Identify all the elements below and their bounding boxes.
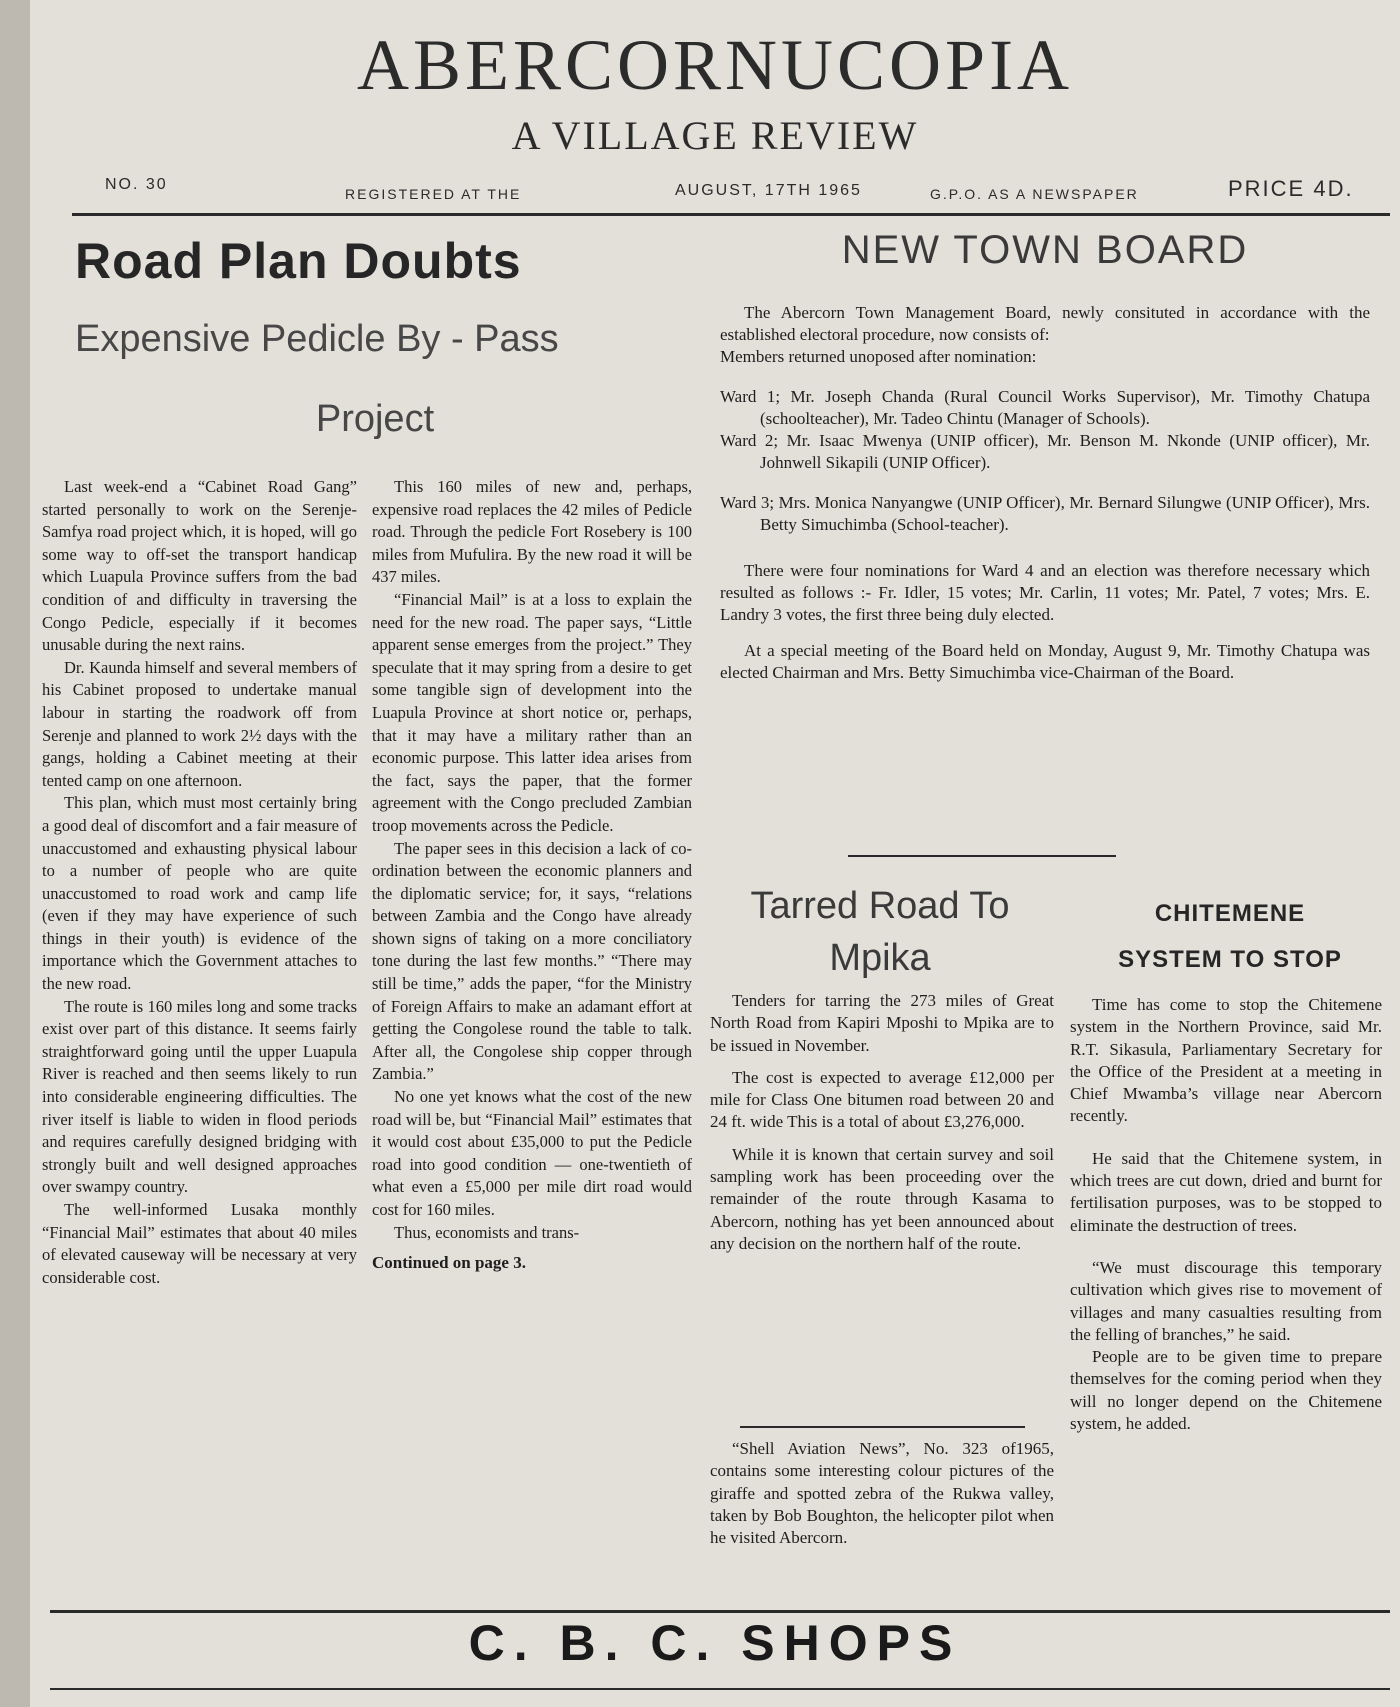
issue-date: AUGUST, 17TH 1965 — [675, 182, 862, 199]
footer-rule-top — [50, 1610, 1390, 1613]
board-meeting: At a special meeting of the Board held on Monday, August 9, Mr. Timothy Chatupa was elected Chairman and Mrs. Betty Simuchimba vice-Chairman of the Board. — [720, 641, 1370, 682]
lead-paragraph: The route is 160 miles long and some tracks exist over part of this distance. It seems fairly straightforward going until the upper Luapula River is reached and then seems likely to run into considerable engineering difficulties. The river itself is liable to widen in flood periods and requires carefully designed bridging with strongly built and well designed approaches over swampy country. — [42, 996, 357, 1197]
section-divider — [848, 855, 1116, 857]
lead-column-1 — [42, 476, 357, 1289]
shop-advertisement: C. B. C. SHOPS — [468, 1615, 962, 1671]
lead-paragraph: This plan, which must most certainly bring a good deal of discomfort and a fair measure of unaccustomed and exhausting physical labour to a number of people who are quite unaccustomed to road work and camp life (even if they may have experience of such things in their youth) is evidence of the importance which the Government attaches to the new road. — [42, 793, 357, 994]
town-board-title: NEW TOWN BOARD — [841, 228, 1249, 272]
shell-aviation-paragraph: “Shell Aviation News”, No. 323 of1965, contains some interesting colour pictures of the giraffe and spotted zebra of the Rukwa valley, taken by Bob Boughton, the helicopter pilot when he visited Abercorn. — [710, 1439, 1054, 1548]
tarred-road-title-line1: Tarred Road To — [750, 885, 1010, 927]
lead-paragraph: Last week-end a “Cabinet Road Gang” started personally to work on the Serenje-Samfya road project which, it is hoped, will go some way to off-set the transport handicap which Luapula Province suffers from the bad condition of and difficulty in traversing the Congo Pedicle, especially if it becomes unusable during the next rains. — [42, 477, 357, 655]
chitemene-title-line1: CHITEMENE — [1154, 900, 1306, 927]
tarred-road-paragraph: Tenders for tarring the 273 miles of Great North Road from Kapiri Mposhi to Mpika are to be issued in November. — [710, 991, 1054, 1055]
masthead-subtitle: A VILLAGE REVIEW — [511, 113, 919, 158]
issue-price: PRICE 4D. — [1228, 176, 1354, 201]
continued-note: Continued on page 3. — [372, 1253, 526, 1273]
town-board-intro: The Abercorn Town Management Board, newly consituted in accordance with the established electoral procedure, now consists of: — [720, 303, 1370, 344]
lead-column-2 — [372, 476, 692, 1275]
issue-number: NO. 30 — [105, 176, 168, 193]
lead-paragraph: No one yet knows what the cost of the new road will be, but “Financial Mail” estimates that it would cost about £35,000 to put the Pedicle road into good condition — one-twentieth of what even a £5,000 per mile dirt road would cost for 160 miles. — [372, 1087, 692, 1219]
masthead-title: ABERCORNUCOPIA — [356, 25, 1074, 105]
tarred-road-paragraph: The cost is expected to average £12,000 per mile for Class One bitumen road between 20 and 24 ft. wide This is a total of about £3,276,000. — [710, 1067, 1054, 1132]
lead-paragraph: Thus, economists and trans- — [394, 1222, 580, 1242]
chitemene-paragraph: He said that the Chitemene system, in which trees are cut down, dried and burnt for fertilisation purposes, was to be stopped to eliminate the destruction of trees. — [1070, 1148, 1382, 1235]
lead-paragraph: Dr. Kaunda himself and several members of his Cabinet proposed to undertake manual labour in starting the roadwork off from Serenje and planned to work 2½ days with the gangs, holding a Cabinet meeting at their tented camp on one afternoon. — [42, 657, 357, 790]
registration-right: G.P.O. AS A NEWSPAPER — [930, 186, 1139, 202]
ward-1: Ward 1; Mr. Joseph Chanda (Rural Council Works Supervisor), Mr. Timothy Chatupa (schoolteacher), Mr. Tadeo Chintu (Manager of Schools). — [720, 387, 1370, 428]
chitemene-title-line2: SYSTEM TO STOP — [1118, 946, 1342, 973]
ward-4-election: There were four nominations for Ward 4 and an election was therefore necessary which resulted as follows :- Fr. Idler, 15 votes; Mr. Carlin, 11 votes; Mr. Patel, 7 votes; Mrs. E. Landry 3 votes, the first three being duly elected. — [720, 561, 1370, 624]
town-board-unopposed: Members returned unoposed after nomination: — [720, 347, 1037, 366]
footer-rule-bottom — [50, 1688, 1390, 1690]
chitemene-paragraph: Time has come to stop the Chitemene system in the Northern Province, said Mr. R.T. Sikasula, Parliamentary Secretary for the Office of the President at a meeting in Chief Mwamba’s village near Abercorn recently. — [1070, 995, 1382, 1126]
ward-3: Ward 3; Mrs. Monica Nanyangwe (UNIP Officer), Mr. Bernard Silungwe (UNIP Officer), Mrs. Betty Simuchimba (School-teacher). — [720, 493, 1370, 534]
lead-paragraph: The well-informed Lusaka monthly “Financial Mail” estimates that about 40 miles of elevated causeway will be necessary at very considerable cost. — [42, 1200, 357, 1287]
masthead-rule — [72, 213, 1390, 216]
lead-deck-line2: Project — [315, 398, 435, 440]
lead-paragraph: “Financial Mail” is at a loss to explain the need for the new road. The paper says, “Little apparent sense emerges from the project.” They speculate that it may spring from a desire to get some tangible sign of development into the Luapula Province at short notice or, perhaps, that it may have a military rather than an economic purpose. This latter idea arises from the fact, says the paper, that the former agreement with the Congo precluded Zambian troop movements across the Pedicle. — [372, 589, 692, 835]
lead-paragraph: The paper sees in this decision a lack of co-ordination between the economic planners and the diplomatic service; for, it says, “relations between Zambia and the Congo have already shown signs of taking on a more conciliatory tone during the last few months.” “There may still be time,” adds the paper, “for the Ministry of Foreign Affairs to make an adamant effort at getting the Congolese round the table to talk. After all, the Congolese ship copper through Zambia.” — [372, 838, 692, 1084]
tarred-road-paragraph: While it is known that certain survey and soil sampling work has been proceeding over the remainder of the route through Kasama to Abercorn, nothing has yet been announced about any decision on the northern half of the route. — [710, 1144, 1054, 1253]
shell-divider — [740, 1426, 1025, 1428]
town-board-body — [720, 302, 1370, 684]
shell-aviation-item — [710, 1438, 1054, 1549]
newspaper-page — [30, 0, 1400, 1707]
chitemene-column — [1070, 994, 1382, 1435]
page-binding — [0, 0, 32, 1707]
chitemene-paragraph: People are to be given time to prepare themselves for the coming period when they will no longer depend on the Chitemene system, he added. — [1070, 1347, 1382, 1434]
tarred-road-column — [710, 990, 1054, 1255]
lead-deck-line1: Expensive Pedicle By - Pass — [75, 318, 559, 360]
registration-left: REGISTERED AT THE — [345, 186, 522, 202]
chitemene-paragraph: “We must discourage this temporary cultivation which gives rise to movement of villages and many casualties resulting from the felling of branches,” he said. — [1070, 1257, 1382, 1344]
lead-headline: Road Plan Doubts — [75, 233, 522, 289]
tarred-road-title-line2: Mpika — [829, 937, 931, 979]
lead-paragraph: This 160 miles of new and, perhaps, expensive road replaces the 42 miles of Pedicle road. Through the pedicle Fort Rosebery is 100 miles from Mufulira. By the new road it will be 437 miles. — [372, 477, 692, 587]
ward-2: Ward 2; Mr. Isaac Mwenya (UNIP officer), Mr. Benson M. Nkonde (UNIP officer), Mr. Johnwell Sikapili (UNIP Officer). — [720, 431, 1370, 472]
